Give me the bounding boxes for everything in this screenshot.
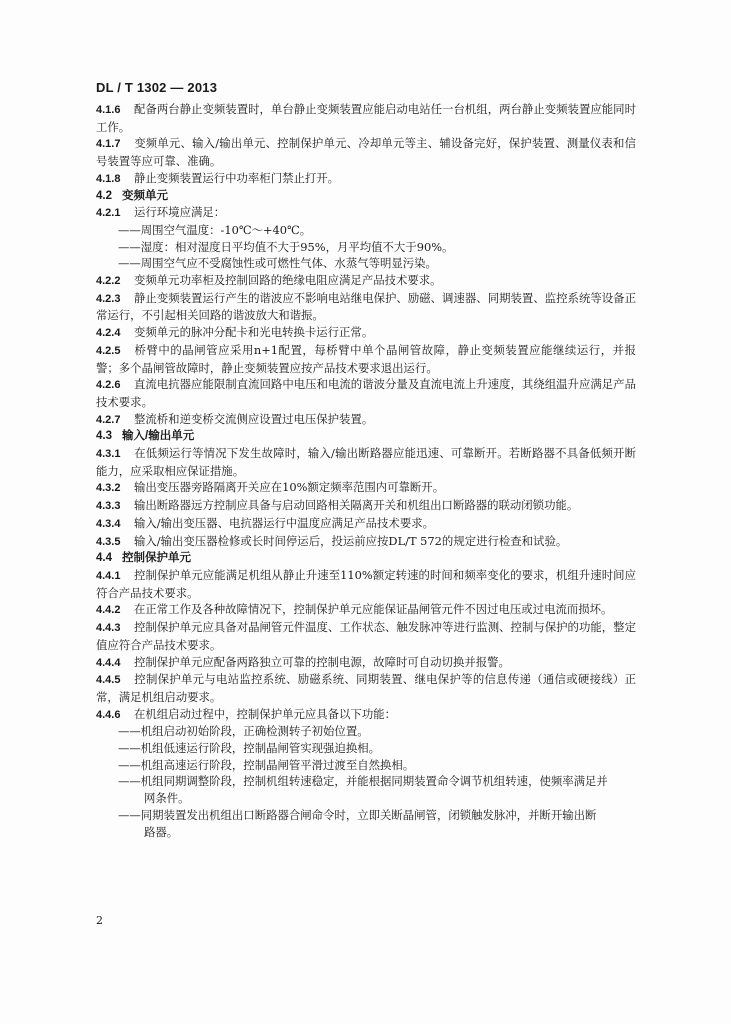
clause-4-3-1: [96, 445, 636, 479]
clause-text: 配备两台静止变频装置时，单台静止变频装置应能启动电站任一台机组，两台静止变频装置应能同时工作。: [96, 102, 636, 134]
clause-text: 桥臂中的晶闸管应采用n+1配置，每桥臂中单个晶闸管故障，静止变频装置应能继续运行，并报警；多个晶闸管故障时，静止变频装置应按产品技术要求退出运行。: [96, 342, 636, 375]
clause-4-4-2: [96, 601, 636, 619]
clause-4-1-6: [96, 101, 636, 135]
clause-number: 4.2.1: [96, 207, 121, 220]
clause-number: 4.3.3: [96, 500, 121, 513]
clause-4-2-6: [96, 376, 636, 410]
list-item: ——周围空气应不受腐蚀性或可燃性气体、水蒸气等明显污染。: [118, 256, 437, 271]
clause-text: 直流电抗器应能限制直流回路中电压和电流的谐波分量及直流电流上升速度，其绕组温升应满足产品技术要求。: [96, 377, 636, 409]
clause-number: 4.1.7: [96, 138, 121, 151]
document-body: [96, 101, 636, 840]
clause-number: 4.4.1: [96, 569, 121, 582]
clause-4-3-3: [96, 497, 636, 515]
clause-number: 4.2.6: [96, 379, 121, 392]
clause-4-1-7: [96, 135, 636, 169]
clause-text: 变频单元、输入/输出单元、控制保护单元、冷却单元等主、辅设备完好，保护装置、测量仪表和信号装置等应可靠、准确。: [96, 136, 636, 169]
section-number: 4.3: [96, 430, 112, 443]
clause-text: 控制保护单元与电站监控系统、励磁系统、同期装置、继电保护等的信息传递（通信或硬接线）正常，满足机组启动要求。: [96, 672, 636, 704]
list-item: [96, 740, 636, 757]
clause-4-2-4: [96, 324, 636, 342]
clause-4-2-1: [96, 204, 636, 222]
clause-number: 4.4.6: [96, 708, 121, 721]
section-number: 4.2: [96, 189, 112, 202]
section-title: 控制保护单元: [122, 552, 191, 565]
list-item-text: ——机组高速运行阶段，控制晶闸管平滑过渡至自然换相。: [118, 757, 415, 772]
standard-code-header: DL / T 1302 — 2013: [96, 80, 218, 95]
section-title: 输入/输出单元: [122, 430, 195, 443]
clause-4-4-5: [96, 671, 636, 705]
clause-4-1-8: [96, 170, 636, 188]
list-item: [96, 757, 636, 774]
clause-4-2-2: [96, 272, 636, 290]
list-item: [96, 723, 636, 740]
clause-number: 4.3.2: [96, 482, 121, 495]
section-title: 变频单元: [122, 189, 168, 202]
list-item-continuation: 路器。: [144, 824, 179, 839]
clause-number: 4.4.5: [96, 674, 121, 687]
clause-4-4-4: [96, 654, 636, 672]
clause-number: 4.2.3: [96, 292, 121, 305]
clause-number: 4.4.2: [96, 604, 121, 617]
section-number: 4.4: [96, 552, 112, 565]
clause-4-2-7: [96, 411, 636, 429]
clause-number: 4.4.4: [96, 656, 121, 669]
list-item-text: ——同期装置发出机组出口断路器合闸命令时，立即关断晶闸管，闭锁触发脉冲，并断开输出断: [118, 807, 597, 822]
clause-text: 在低频运行等情况下发生故障时，输入/输出断路器应能迅速、可靠断开。若断路器不具备低频开断能力，应采取相应保证措施。: [96, 446, 636, 478]
clause-4-3-5: [96, 533, 636, 551]
list-item: ——湿度：相对湿度日平均值不大于95%，月平均值不大于90%。: [118, 239, 454, 254]
clause-number: 4.2.5: [96, 344, 121, 357]
clause-text: 运行环境应满足：: [134, 205, 226, 220]
clause-number: 4.1.6: [96, 104, 121, 116]
section-heading-4-4: [96, 550, 636, 567]
clause-number: 4.3.1: [96, 448, 121, 461]
clause-number: 4.1.8: [96, 172, 121, 185]
clause-4-4-1: [96, 567, 636, 601]
clause-4-3-4: [96, 515, 636, 533]
clause-text: 变频单元功率柜及控制回路的绝缘电阻应满足产品技术要求。: [134, 273, 442, 288]
clause-text: 在机组启动过程中，控制保护单元应具备以下功能：: [134, 706, 396, 721]
clause-text: 输出断路器远方控制应具备与启动回路相关隔离开关和机组出口断路器的联动闭锁功能。: [134, 498, 579, 513]
clause-text: 控制保护单元应具备对晶闸管元件温度、工作状态、触发脉冲等进行监测、控制与保护的功能，整定值应符合产品技术要求。: [96, 620, 636, 652]
clause-text: 输出变压器旁路隔离开关应在10%额定频率范围内可靠断开。: [134, 480, 445, 495]
clause-4-4-6: [96, 706, 636, 724]
clause-number: 4.3.4: [96, 517, 121, 530]
list-item-text: ——机组启动初始阶段，正确检测转子初始位置。: [118, 724, 369, 739]
section-heading-4-3: [96, 428, 636, 445]
clause-text: 输入/输出变压器检修或长时间停运后，投运前应按DL/T 572的规定进行检查和试验。: [134, 533, 568, 548]
list-item: [96, 773, 636, 806]
page-number: 2: [96, 914, 103, 927]
clause-number: 4.2.4: [96, 327, 121, 340]
list-item-text: ——机组同期调整阶段，控制机组转速稳定，并能根据同期装置命令调节机组转速，使频率满足并: [118, 774, 608, 789]
clause-text: 静止变频装置运行中功率柜门禁止打开。: [134, 170, 340, 185]
clause-number: 4.3.5: [96, 535, 121, 548]
clause-text: 静止变频装置运行产生的谐波应不影响电站继电保护、励磁、调速器、同期装置、监控系统等设备正常运行，不引起相关回路的谐波放大和谐振。: [96, 290, 636, 323]
clause-number: 4.4.3: [96, 622, 121, 635]
clause-number: 4.2.7: [96, 413, 121, 426]
list-item: ——周围空气温度：-10℃～+40℃。: [118, 222, 312, 237]
clause-number: 4.2.2: [96, 275, 121, 288]
list-item-text: ——机组低速运行阶段，控制晶闸管实现强迫换相。: [118, 741, 380, 756]
section-heading-4-2: [96, 188, 636, 205]
clause-4-2-3: [96, 290, 636, 324]
clause-text: 在正常工作及各种故障情况下，控制保护单元应能保证晶闸管元件不因过电压或过电流而损坏。: [134, 602, 613, 617]
clause-4-4-3: [96, 619, 636, 653]
clause-text: 控制保护单元应配备两路独立可靠的控制电源，故障时可自动切换并报警。: [134, 654, 510, 669]
list-item: [96, 807, 636, 840]
clause-text: 整流桥和逆变桥交流侧应设置过电压保护装置。: [134, 411, 374, 426]
clause-text: 控制保护单元应能满足机组从静止升速至110%额定转速的时间和频率变化的要求，机组升速时间应符合产品技术要求。: [96, 567, 636, 600]
clause-text: 变频单元的脉冲分配卡和光电转换卡运行正常。: [134, 325, 374, 340]
clause-4-2-5: [96, 342, 636, 376]
clause-4-3-2: [96, 479, 636, 497]
clause-text: 输入/输出变压器、电抗器运行中温度应满足产品技术要求。: [134, 515, 434, 530]
list-item-continuation: 网条件。: [144, 791, 190, 806]
